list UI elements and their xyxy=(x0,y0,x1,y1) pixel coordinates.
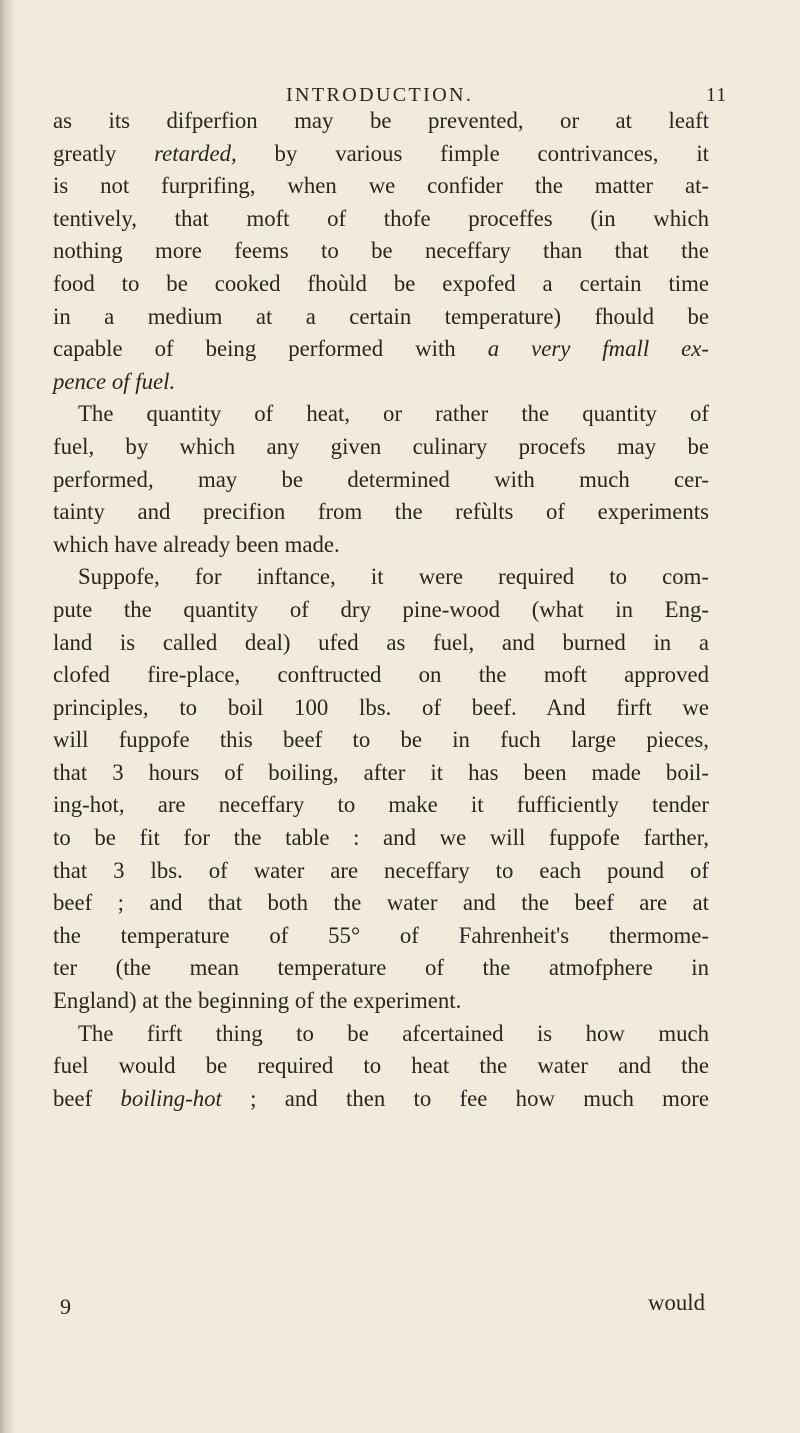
text-segment: clofed fire-place, conftructed on the moft approved xyxy=(53,662,709,688)
text-line xyxy=(53,203,709,236)
text-line xyxy=(53,822,709,855)
text-line xyxy=(53,268,709,301)
text-segment: which have already been made. xyxy=(53,531,340,557)
text-line xyxy=(53,952,709,985)
italic-text: retarded, xyxy=(154,140,237,166)
text-segment: fuel would be required to heat the water and the xyxy=(53,1053,709,1079)
text-segment: Suppofe, for inftance, it were required to com- xyxy=(78,564,709,590)
text-segment: in a medium at a certain temperature) fhould be xyxy=(53,303,709,329)
text-segment: beef xyxy=(53,1085,121,1111)
signature-mark: 9 xyxy=(60,1294,71,1319)
text-line xyxy=(53,235,709,268)
text-line xyxy=(53,301,709,334)
text-line xyxy=(53,789,709,822)
text-line xyxy=(53,855,709,888)
text-line xyxy=(53,920,709,953)
text-segment: that 3 hours of boiling, after it has been made boil- xyxy=(53,759,709,785)
text-line xyxy=(53,138,709,171)
text-segment: as its difperfion may be prevented, or at leaft xyxy=(53,108,709,133)
page-footer xyxy=(0,1290,800,1324)
text-segment: pute the quantity of dry pine-wood (what in Eng- xyxy=(53,596,709,622)
text-line xyxy=(53,757,709,790)
text-segment: principles, to boil 100 lbs. of beef. And firft we xyxy=(53,694,709,720)
text-line xyxy=(53,333,709,366)
text-line xyxy=(53,366,709,399)
text-line xyxy=(53,529,709,562)
text-line xyxy=(53,985,709,1018)
text-segment: The quantity of heat, or rather the quantity of xyxy=(78,401,709,427)
text-segment: ter (the mean temperature of the atmofphere in xyxy=(53,955,709,981)
text-line xyxy=(53,1018,709,1051)
running-title: INTRODUCTION. xyxy=(286,84,474,106)
text-line xyxy=(53,594,709,627)
text-line xyxy=(53,1050,709,1083)
text-segment: to be fit for the table : and we will fuppofe farther, xyxy=(53,825,709,851)
text-line xyxy=(53,887,709,920)
catchword: would xyxy=(648,1290,705,1315)
text-segment: the temperature of 55° of Fahrenheit's thermome- xyxy=(53,922,709,948)
text-line xyxy=(53,105,709,138)
text-line xyxy=(53,659,709,692)
text-line xyxy=(53,464,709,497)
text-segment: ; and then to fee how much more xyxy=(221,1085,709,1111)
text-segment: tainty and precifion from the refùlts of experiments xyxy=(53,499,709,525)
text-line xyxy=(53,724,709,757)
page-gutter-shadow xyxy=(0,0,14,1433)
text-segment: tentively, that moft of thofe proceffes (in which xyxy=(53,205,709,231)
text-segment: land is called deal) ufed as fuel, and burned in a xyxy=(53,629,709,655)
text-segment: nothing more feems to be neceffary than that the xyxy=(53,238,709,264)
text-line xyxy=(53,692,709,725)
text-line xyxy=(53,1083,709,1116)
text-line xyxy=(53,627,709,660)
text-line xyxy=(53,561,709,594)
text-segment: food to be cooked fhoùld be expofed a certain time xyxy=(53,270,709,296)
text-segment: performed, may be determined with much cer- xyxy=(53,466,709,492)
text-segment: England) at the beginning of the experiment. xyxy=(53,988,462,1014)
italic-text: a very fmall ex- xyxy=(487,336,709,362)
body-text xyxy=(53,105,709,1115)
text-segment: fuel, by which any given culinary procefs may be xyxy=(53,433,709,459)
text-segment: greatly xyxy=(53,140,155,166)
text-segment: will fuppofe this beef to be in fuch large pieces, xyxy=(53,727,709,753)
text-line xyxy=(53,170,709,203)
text-line xyxy=(53,398,709,431)
text-segment: beef ; and that both the water and the beef are at xyxy=(53,890,709,916)
text-segment: The firft thing to be afcertained is how much xyxy=(78,1020,709,1046)
italic-text: boiling-hot xyxy=(120,1085,222,1111)
italic-text: pence of fuel. xyxy=(53,368,176,394)
text-line xyxy=(53,431,709,464)
text-segment: ing-hot, are neceffary to make it fufficiently tender xyxy=(53,792,709,818)
text-segment: by various fimple contrivances, it xyxy=(236,140,709,166)
text-segment: capable of being performed with xyxy=(53,336,488,362)
text-line xyxy=(53,496,709,529)
page-number: 11 xyxy=(706,84,728,106)
text-segment: that 3 lbs. of water are neceffary to each pound of xyxy=(53,857,709,883)
text-segment: is not furprifing, when we confider the matter at- xyxy=(53,173,709,199)
